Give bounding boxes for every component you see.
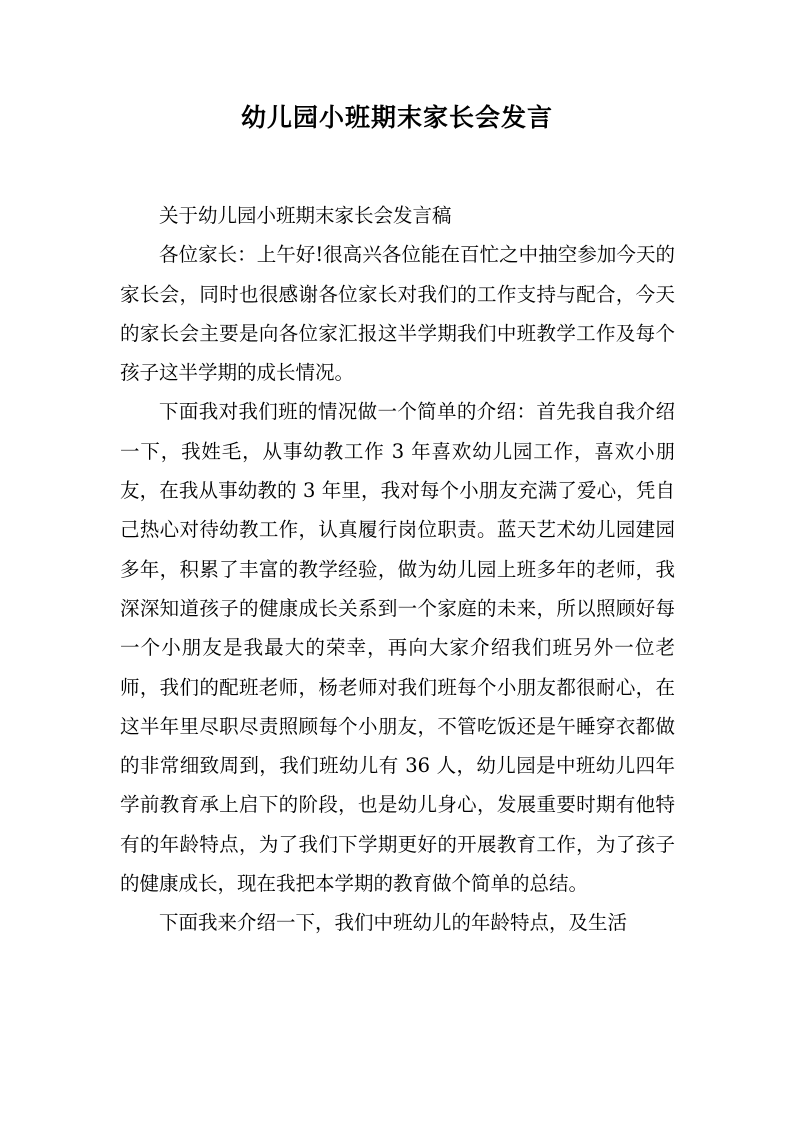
document-body bbox=[120, 196, 675, 943]
paragraph-introduction: 下面我对我们班的情况做一个简单的介绍：首先我自我介绍一下，我姓毛，从事幼教工作 3 年喜欢幼儿园工作，喜欢小朋友，在我从事幼教的 3 年里，我对每个小朋友充满了爱心，凭自己热心对待幼教工作，认真履行岗位职责。蓝天艺术幼儿园建园多年，积累了丰富的教学经验，做为幼儿园上班多年的老师，我深深知道孩子的健康成长关系到一个家庭的未来，所以照顾好每一个小朋友是我最大的荣幸，再向大家介绍我们班另外一位老师，我们的配班老师，杨老师对我们班每个小朋友都很耐心，在这半年里尽职尽责照顾每个小朋友，不管吃饭还是午睡穿衣都做的非常细致周到，我们班幼儿有 36 人，幼儿园是中班幼儿四年学前教育承上启下的阶段，也是幼儿身心，发展重要时期有他特有的年龄特点，为了我们下学期更好的开展教育工作，为了孩子的健康成长，现在我把本学期的教育做个简单的总结。 bbox=[120, 400, 675, 896]
document-title: 幼儿园小班期末家长会发言 bbox=[240, 103, 553, 132]
paragraph-subtitle: 关于幼儿园小班期末家长会发言稿 bbox=[159, 204, 452, 227]
paragraph-greeting: 各位家长：上午好!很高兴各位能在百忙之中抽空参加今天的家长会，同时也很感谢各位家长对我们的工作支持与配合，今天的家长会主要是向各位家汇报这半学期我们中班教学工作及每个孩子这半学期的成长情况。 bbox=[120, 243, 675, 385]
paragraph-age-characteristics: 下面我来介绍一下，我们中班幼儿的年龄特点，及生活 bbox=[159, 911, 628, 935]
